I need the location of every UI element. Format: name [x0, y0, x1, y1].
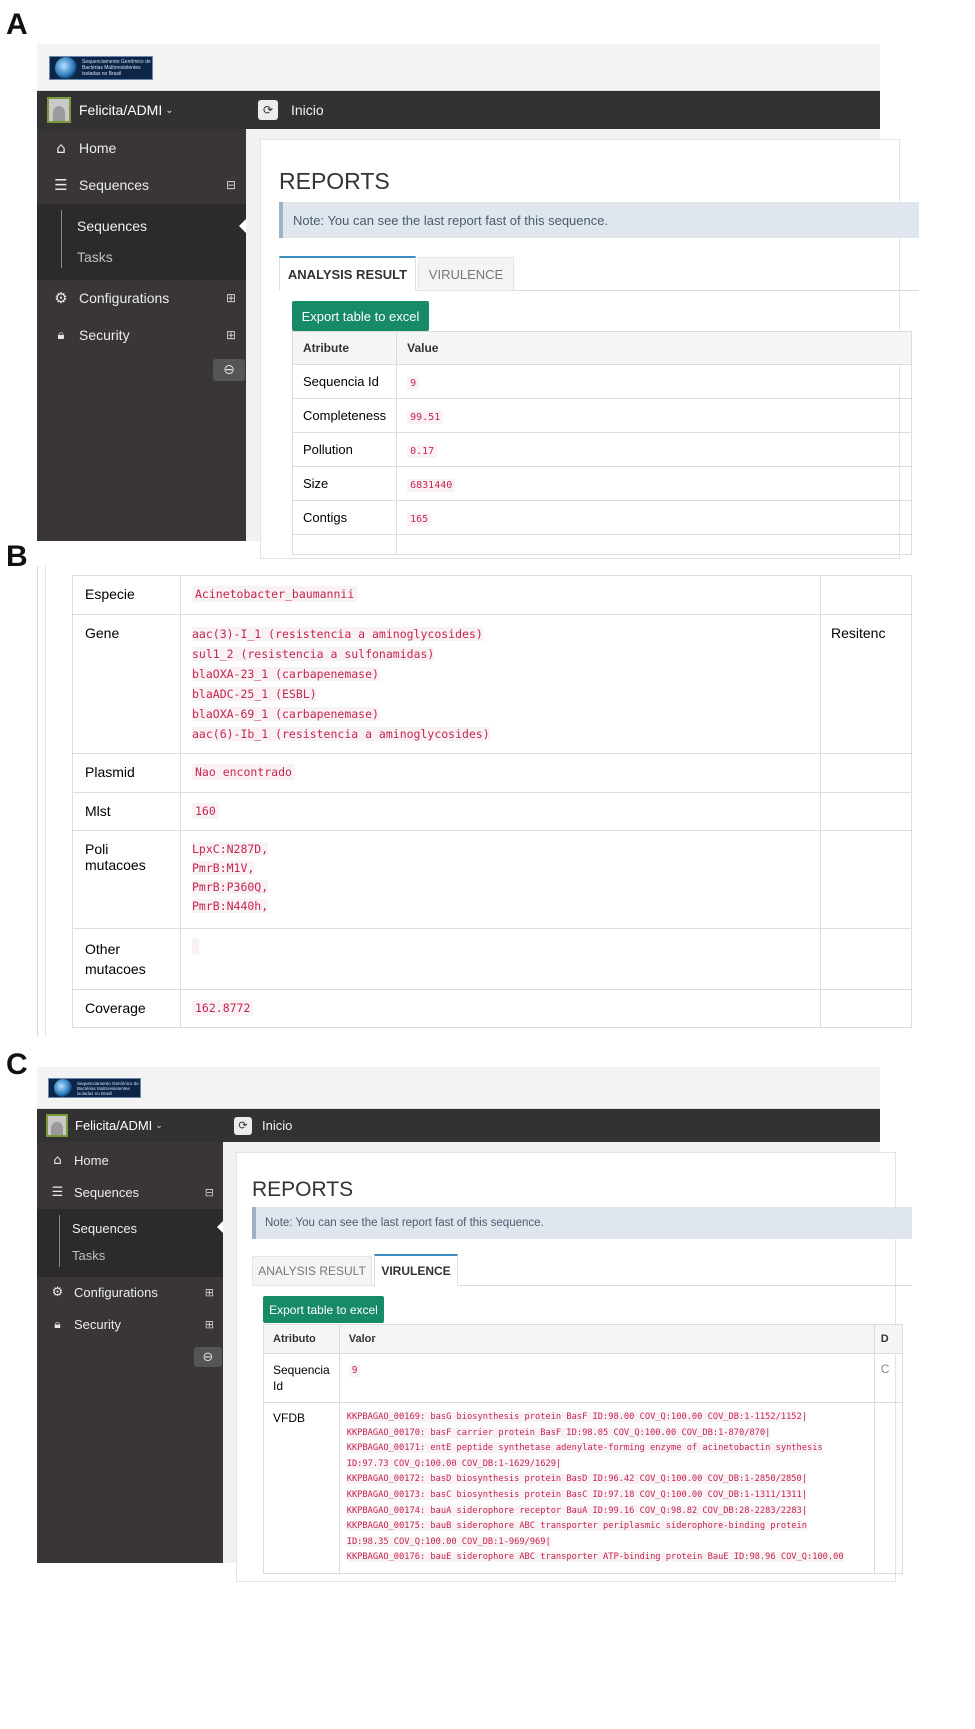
sidebar-collapse-button[interactable]: [194, 1347, 222, 1367]
sidebar-item-sequences[interactable]: [37, 172, 246, 198]
sidebar-item-sequences[interactable]: [37, 1181, 223, 1203]
breadcrumb-bar: [246, 91, 880, 129]
attribute-cell: Plasmid: [73, 754, 181, 793]
table-row: [293, 535, 912, 555]
card-edge: [45, 566, 46, 1036]
page-title: REPORTS: [279, 168, 390, 194]
sidebar-item-label: Home: [79, 140, 117, 156]
tab-label: VIRULENCE: [428, 266, 504, 282]
sidebar-submenu: [37, 1209, 223, 1277]
attribute-cell: Especie: [73, 576, 181, 615]
logo-text: Sequenciamento Genômico de Bactérias Multirresistentes isoladas no Brasil: [77, 1080, 139, 1096]
value-cell: [181, 831, 821, 929]
virulence-table: [263, 1324, 903, 1574]
top-header-bar: [37, 44, 880, 91]
user-name: Felicita/ADMI: [79, 102, 163, 118]
table-row: [73, 929, 912, 990]
top-header-bar: [37, 1067, 880, 1109]
value-cell: [397, 433, 912, 467]
collapse-icon[interactable]: ⊟: [204, 1185, 214, 1199]
table-row: [264, 1354, 903, 1403]
avatar: [47, 97, 71, 123]
extra-cell: C: [874, 1354, 902, 1403]
value-cell: [181, 754, 821, 793]
table-row: [73, 754, 912, 793]
attribute-cell: Other mutacoes: [73, 929, 181, 990]
tab-analysis-result[interactable]: [279, 256, 416, 291]
column-header: Atributo: [264, 1325, 340, 1354]
attribute-cell: Sequencia Id: [293, 365, 397, 399]
app-logo[interactable]: [49, 56, 153, 80]
value-code: aac(3)-I_1 (resistencia a aminoglycosides) sul1_2 (resistencia a sulfonamidas) blaOXA-23_1 (carbapenemase) blaADC-25_1 (ESBL) blaOXA-69_1 (carbapenemase) aac(6)-Ib_1 (resistencia a aminoglycosides): [192, 627, 490, 741]
bacteria-logo-icon: [54, 1079, 72, 1097]
extra-cell: [821, 793, 912, 831]
value-cell: [181, 793, 821, 831]
attribute-cell: Mlst: [73, 793, 181, 831]
report-tabs: [279, 257, 919, 291]
sidebar-item-label: Home: [74, 1152, 109, 1168]
list-icon: ☰: [51, 1184, 64, 1200]
sidebar-item-label: Sequences: [74, 1184, 140, 1200]
export-excel-button[interactable]: [263, 1296, 384, 1323]
attribute-cell: Pollution: [293, 433, 397, 467]
value-code: 6831440: [407, 479, 455, 492]
arrow-left-circle-icon: ⊖: [223, 362, 235, 378]
home-icon: ⌂: [53, 1152, 62, 1168]
active-indicator: [239, 219, 246, 233]
avatar: [46, 1114, 68, 1137]
breadcrumb-bar: [223, 1109, 880, 1142]
note-text: Note: You can see the last report fast of this sequence.: [293, 212, 609, 228]
main-content: [223, 1142, 890, 1563]
value-cell: [181, 929, 821, 990]
refresh-icon[interactable]: ⟳: [258, 100, 278, 120]
extra-cell: [821, 754, 912, 793]
value-code: 9: [407, 377, 419, 390]
value-code: 165: [407, 513, 431, 526]
app-logo[interactable]: [48, 1078, 141, 1098]
info-note: [279, 202, 919, 238]
value-code: Nao encontrado: [192, 764, 295, 780]
sidebar-item-home[interactable]: [37, 135, 246, 161]
panel-c-screenshot: [37, 1067, 890, 1563]
gears-icon: ⚙: [54, 289, 68, 307]
expand-icon[interactable]: ⊞: [204, 1317, 214, 1331]
tab-virulence[interactable]: [374, 1254, 458, 1286]
sidebar-item-home[interactable]: [37, 1149, 223, 1171]
tab-virulence[interactable]: [418, 257, 514, 291]
report-card: [260, 139, 900, 559]
sidebar-item-security[interactable]: [37, 322, 246, 348]
value-code: 0.17: [407, 445, 437, 458]
sidebar: [37, 91, 246, 541]
table-row: [73, 831, 912, 929]
home-icon: ⌂: [56, 139, 66, 157]
extra-cell: [874, 1403, 902, 1574]
sidebar-item-security[interactable]: [37, 1313, 223, 1335]
button-label: Export table to excel: [269, 1302, 378, 1317]
info-note: [252, 1207, 912, 1239]
sidebar-item-label: Configurations: [74, 1284, 158, 1300]
value-code: 162.8772: [192, 1000, 253, 1016]
sidebar-item-configurations[interactable]: [37, 285, 246, 311]
table-row: [293, 501, 912, 535]
sidebar-subitem-sequences[interactable]: [37, 1217, 223, 1239]
attribute-cell: Sequencia Id: [264, 1354, 340, 1403]
sidebar-item-label: Configurations: [79, 290, 170, 306]
collapse-icon[interactable]: ⊟: [225, 178, 236, 192]
sidebar-item-configurations[interactable]: [37, 1281, 223, 1303]
gears-icon: ⚙: [51, 1284, 64, 1300]
sidebar-item-label: Security: [79, 327, 130, 343]
user-menu[interactable]: [37, 91, 246, 129]
analysis-result-table: [292, 331, 912, 555]
description-cell: Resitenc: [821, 615, 912, 754]
chevron-down-icon: ⌄: [165, 104, 174, 116]
extra-cell: [821, 831, 912, 929]
sidebar-subitem-tasks[interactable]: [37, 245, 246, 269]
extra-cell: [821, 990, 912, 1028]
panel-label-a: A: [6, 8, 28, 41]
value-cell: [339, 1354, 874, 1403]
table-row: [264, 1403, 903, 1574]
panel-a-screenshot: [37, 44, 880, 541]
table-row: [293, 365, 912, 399]
tab-label: VIRULENCE: [381, 1263, 451, 1278]
report-card: [236, 1152, 896, 1582]
table-row: [73, 615, 912, 754]
sidebar: [37, 1109, 223, 1563]
sidebar-item-label: Sequences: [72, 1220, 138, 1236]
sidebar-item-label: Sequences: [77, 218, 148, 234]
vfdb-list: [347, 1410, 867, 1566]
bacteria-logo-icon: [55, 57, 77, 79]
panel-label-b: B: [6, 540, 28, 573]
lock-icon: 🔒︎: [54, 1316, 61, 1331]
mutation-list: [192, 840, 809, 916]
list-icon: ☰: [54, 176, 68, 194]
sidebar-subitem-tasks[interactable]: [37, 1244, 223, 1266]
value-cell: [397, 365, 912, 399]
sidebar-item-label: Tasks: [72, 1247, 106, 1263]
value-cell: [397, 501, 912, 535]
table-row: [73, 793, 912, 831]
tab-label: ANALYSIS RESULT: [287, 266, 408, 282]
column-header: D: [874, 1325, 902, 1354]
note-text: Note: You can see the last report fast of this sequence.: [265, 1217, 544, 1229]
sidebar-item-label: Sequences: [79, 177, 150, 193]
main-content: [246, 129, 880, 541]
value-cell: [397, 467, 912, 501]
attribute-cell: Completeness: [293, 399, 397, 433]
chevron-down-icon: ⌄: [155, 1120, 163, 1130]
value-code: KKPBAGAO_00169: basG biosynthesis protein BasF ID:98.00 COV_Q:100.00 COV_DB:1-1152/1152| KKPBAGAO_00170: basF carrier protein BasF ID:98.05 COV_Q:100.00 COV_DB:1-870/870| KKPBAGAO_00171: entE peptide synthetase adenylate-forming enzyme of acinetobactin synthesis ID:97.73 COV_Q:100.00 COV_DB:1-1629/1629| KKPBAGAO_00172: basD biosynthesis protein BasD ID:96.42 COV_Q:100.00 COV_DB:1-2850/2850| KKPBAGAO_00173: basC biosynthesis protein BasC ID:97.18 COV_Q:100.00 COV_DB:1-1311/1311| KKPBAGAO_00174: bauA siderophore receptor BauA ID:99.16 COV_Q:98.82 COV_DB:28-2283/2283| KKPBAGAO_00175: bauB siderophore ABC transporter periplasmic siderophore-binding protein ID:98.35 COV_Q:100.00 COV_DB:1-969/969| KKPBAGAO_00176: bauE siderophore ABC transporter ATP-binding protein BauE ID:98.96 COV_Q:100.00: [346, 1412, 844, 1563]
lock-icon: 🔒︎: [57, 327, 65, 343]
attribute-cell: Coverage: [73, 990, 181, 1028]
column-header: Value: [397, 332, 912, 365]
gene-list: [192, 624, 809, 744]
panel-label-c: C: [6, 1048, 28, 1081]
tab-label: ANALYSIS RESULT: [258, 1264, 366, 1278]
expand-icon[interactable]: ⊞: [204, 1285, 214, 1299]
value-cell: [339, 1403, 874, 1574]
button-label: Export table to excel: [301, 308, 420, 324]
attribute-cell: Gene: [73, 615, 181, 754]
extra-cell: [821, 929, 912, 990]
value-cell: [181, 576, 821, 615]
report-tabs: [252, 1255, 912, 1286]
breadcrumb[interactable]: Inicio: [291, 102, 324, 118]
sidebar-item-label: Security: [74, 1316, 121, 1332]
column-header: Atribute: [293, 332, 397, 365]
attribute-cell: Size: [293, 467, 397, 501]
sidebar-subitem-sequences[interactable]: [37, 214, 246, 238]
refresh-icon[interactable]: ⟳: [234, 1117, 252, 1135]
user-menu[interactable]: [37, 1109, 223, 1142]
table-row: [293, 399, 912, 433]
extra-cell: [821, 576, 912, 615]
panel-b-screenshot: [37, 566, 886, 1036]
value-code: Acinetobacter_baumannii: [192, 586, 357, 602]
attribute-cell: VFDB: [264, 1403, 340, 1574]
column-header: Valor: [339, 1325, 874, 1354]
user-name: Felicita/ADMI: [75, 1118, 153, 1133]
attribute-cell: Poli mutacoes: [73, 831, 181, 929]
export-excel-button[interactable]: [292, 301, 429, 331]
tab-analysis-result[interactable]: [252, 1256, 372, 1286]
arrow-left-circle-icon: ⊖: [202, 1349, 214, 1365]
table-row: [73, 576, 912, 615]
table-row: [293, 467, 912, 501]
value-cell: [181, 990, 821, 1028]
table-header-row: [293, 332, 912, 365]
expand-icon[interactable]: ⊞: [225, 291, 236, 305]
value-code: LpxC:N287D, PmrB:M1V, PmrB:P360Q, PmrB:N440h,: [192, 842, 269, 913]
value-code: 99.51: [407, 411, 443, 424]
value-cell: [181, 615, 821, 754]
sidebar-item-label: Tasks: [77, 249, 113, 265]
page-title: REPORTS: [252, 1178, 354, 1201]
analysis-result-table-continued: [72, 575, 912, 1028]
value-code: 160: [192, 803, 219, 819]
sidebar-submenu: [37, 204, 246, 280]
sidebar-collapse-button[interactable]: [213, 359, 245, 381]
table-header-row: [264, 1325, 903, 1354]
expand-icon[interactable]: ⊞: [225, 328, 236, 342]
logo-text: Sequenciamento Genômico de Bactérias Multirresistentes isoladas no Brasil: [82, 59, 151, 77]
table-row: [73, 990, 912, 1028]
value-cell: [397, 399, 912, 433]
attribute-cell: Contigs: [293, 501, 397, 535]
table-row: [293, 433, 912, 467]
empty-value-code: [192, 938, 199, 955]
value-code: 9: [349, 1364, 361, 1377]
breadcrumb[interactable]: Inicio: [262, 1118, 293, 1133]
